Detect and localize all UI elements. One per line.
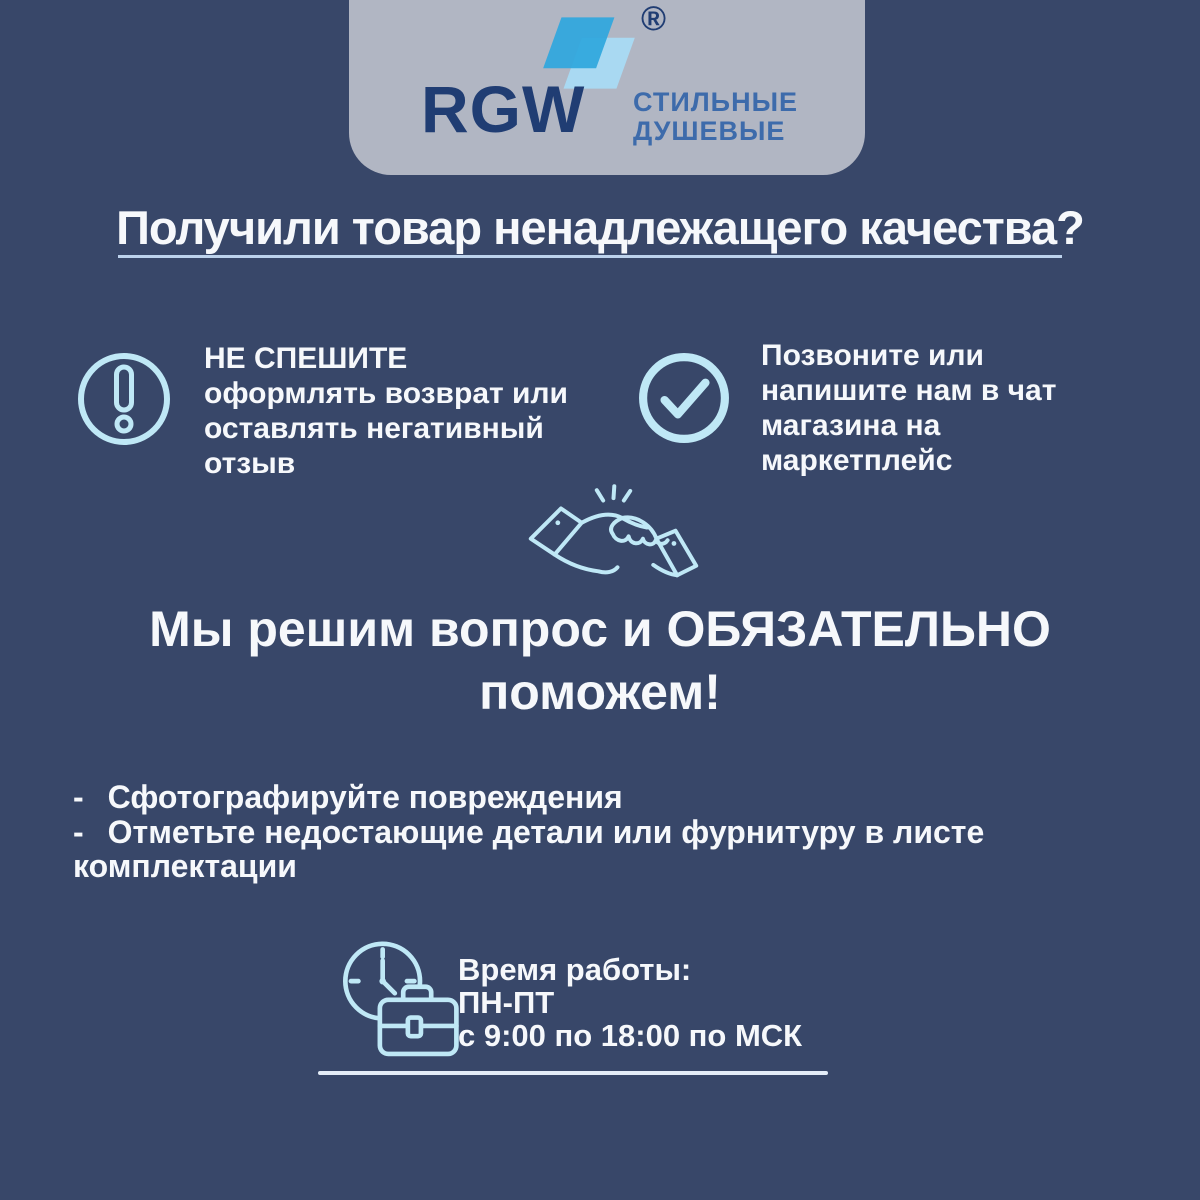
bottom-divider [318, 1071, 828, 1075]
bullet-dash: - [73, 779, 84, 815]
warning-title: НЕ СПЕШИТЕ [204, 342, 408, 375]
warning-text-block [204, 341, 614, 481]
warning-line: оставлять негативный [204, 412, 544, 445]
working-hours-days: ПН-ПТ [458, 985, 555, 1020]
registered-trademark: ® [641, 0, 667, 38]
brand-tagline [633, 88, 798, 146]
action-text-block [761, 338, 1141, 478]
working-hours-time: с 9:00 по 18:00 по МСК [458, 1018, 803, 1053]
handshake-icon [526, 478, 701, 593]
step-text-wrap: комплектации [73, 848, 297, 884]
brand-tagline-line1: СТИЛЬНЫЕ [633, 87, 799, 117]
brand-card [349, 0, 865, 175]
list-item [73, 780, 1143, 815]
warning-line: оформлять возврат или [204, 377, 568, 410]
action-line: Позвоните или [761, 339, 984, 372]
clock-briefcase-icon [336, 936, 462, 1058]
working-hours-block [458, 953, 802, 1052]
action-line: напишите нам в чат [761, 374, 1057, 407]
list-item [73, 815, 1143, 884]
warning-line: отзыв [204, 447, 296, 480]
promise-line2: поможем! [479, 664, 721, 720]
page-title: Получили товар ненадлежащего качества? [116, 201, 1084, 254]
promise-heading [0, 598, 1200, 724]
working-hours-label: Время работы: [458, 952, 692, 987]
promise-line1: Мы решим вопрос и ОБЯЗАТЕЛЬНО [149, 601, 1051, 657]
instructions-list [73, 780, 1143, 884]
step-text: Отметьте недостающие детали или фурнитуру в листе [107, 813, 985, 850]
brand-name: RGW [421, 72, 586, 146]
step-text: Сфотографируйте повреждения [107, 779, 623, 815]
headline-underline [118, 255, 1062, 258]
check-circle-icon [638, 352, 730, 444]
action-line: магазина на [761, 409, 941, 442]
brand-tagline-line2: ДУШЕВЫЕ [633, 116, 786, 147]
action-line: маркетплейс [761, 444, 953, 477]
bullet-dash: - [73, 813, 84, 850]
exclamation-circle-icon [76, 351, 172, 447]
